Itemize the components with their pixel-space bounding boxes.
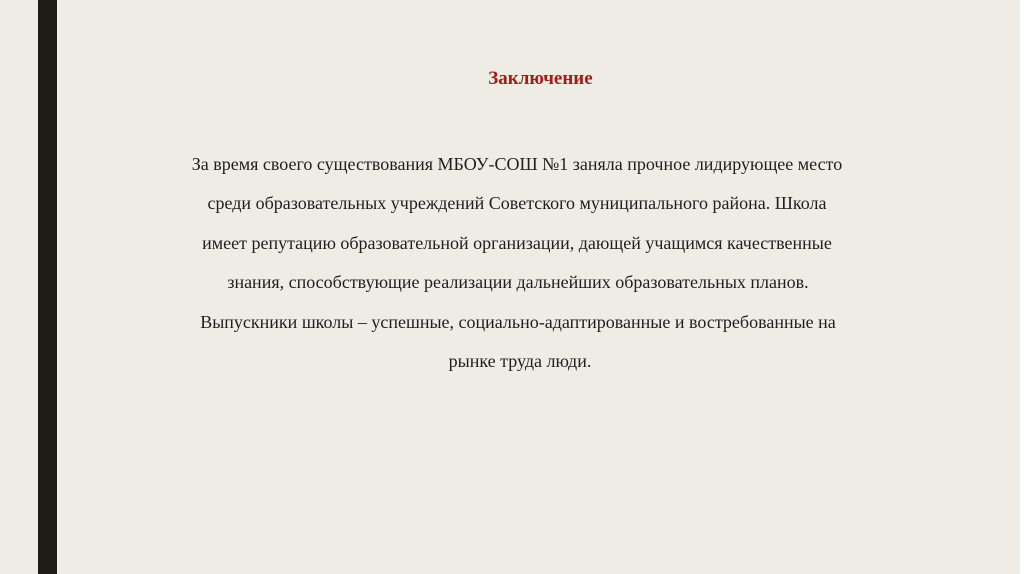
paragraph-line: Выпускники школы – успешные, социально-адаптированные и востребованные на — [200, 311, 836, 332]
slide-title: Заключение — [488, 68, 593, 89]
paragraph-line: знания, способствующие реализации дальнейших образовательных планов. — [227, 272, 809, 293]
conclusion-paragraph — [0, 145, 1024, 381]
paragraph-line: среди образовательных учреждений Советского муниципального района. Школа — [207, 193, 827, 214]
paragraph-line: За время своего существования МБОУ-СОШ №1 заняла прочное лидирующее место — [191, 154, 843, 174]
paragraph-line: имеет репутацию образовательной организации, дающей учащимся качественные — [202, 232, 832, 253]
paragraph-line: рынке труда люди. — [448, 350, 592, 371]
